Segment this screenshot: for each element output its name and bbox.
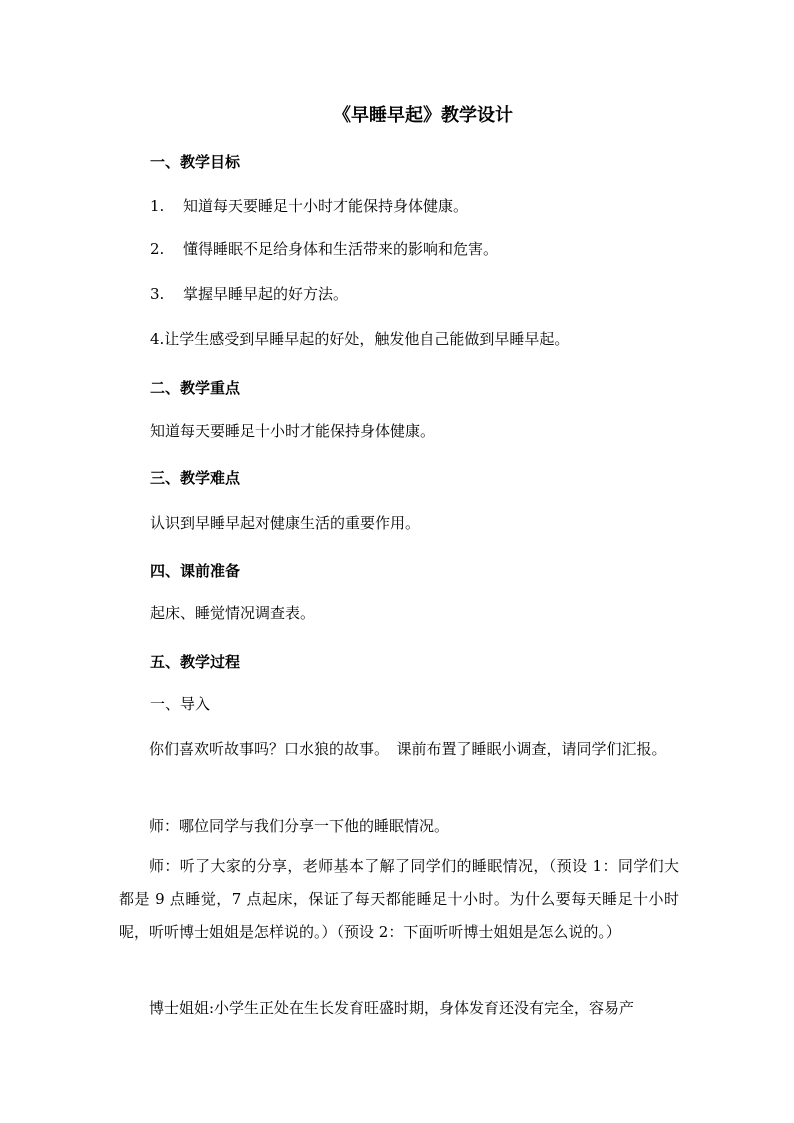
process-paragraph-1: 你们喜欢听故事吗？口水狼的故事。 课前布置了睡眠小调查，请同学们汇报。 (149, 740, 667, 758)
objective-item-3 (150, 283, 348, 305)
process-paragraph-2: 师：哪位同学与我们分享一下他的睡眠情况。 (149, 817, 450, 835)
objective-item-number: 2. (150, 240, 165, 258)
process-subheading: 一、导入 (150, 695, 211, 713)
section-heading-difficulties: 三、教学难点 (150, 469, 241, 487)
section-heading-objectives: 一、教学目标 (150, 153, 241, 171)
objective-item-1 (150, 195, 468, 217)
process-paragraph-3: 师：听了大家的分享，老师基本了解了同学们的睡眠情况，（预设 1：同学们大都是 9 点睡觉，7 点起床，保证了每天都能睡足十小时。为什么要每天睡足十小时呢，听听博士姐姐是怎样说的。）（预设 2：下面听听博士姐姐是怎么说的。） (119, 857, 679, 941)
process-paragraph-4: 博士姐姐:小学生正处在生长发育旺盛时期，身体发育还没有完全，容易产 (149, 999, 635, 1017)
section-heading-preparation: 四、课前准备 (150, 562, 241, 580)
key-points-text: 知道每天要睡足十小时才能保持身体健康。 (150, 422, 436, 440)
section-heading-key-points: 二、教学重点 (150, 379, 241, 397)
section-heading-process: 五、教学过程 (150, 653, 241, 671)
objective-item-text: 知道每天要睡足十小时才能保持身体健康。 (183, 197, 469, 215)
objective-item-4: 4.让学生感受到早睡早起的好处，触发他自己能做到早睡早起。 (150, 330, 570, 348)
objective-item-number: 3. (150, 285, 165, 303)
preparation-text: 起床、睡觉情况调查表。 (150, 604, 316, 622)
difficulties-text: 认识到早睡早起对健康生活的重要作用。 (150, 514, 421, 532)
objective-item-number: 1. (150, 197, 165, 215)
document-title: 《早睡早起》教学设计 (333, 105, 513, 126)
objective-item-text: 懂得睡眠不足给身体和生活带来的影响和危害。 (183, 240, 499, 258)
objective-item-text: 掌握早睡早起的好方法。 (183, 285, 349, 303)
objective-item-2 (150, 238, 498, 260)
